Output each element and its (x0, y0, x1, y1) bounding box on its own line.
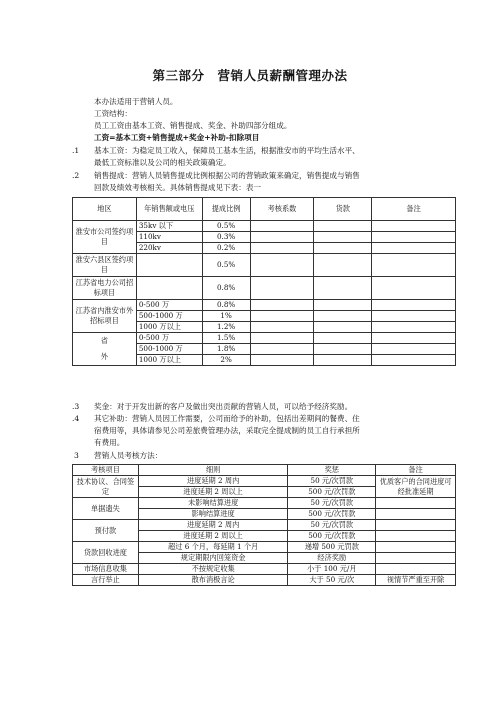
empty-cell (372, 254, 456, 277)
table-row (73, 277, 456, 300)
empty-cell (250, 355, 314, 366)
region-label-bottom: 外 (100, 352, 108, 361)
table-row (73, 564, 456, 575)
rate-cell: 0.8% (202, 300, 250, 311)
empty-cell (250, 300, 314, 311)
reward-cell: 50 元/次罚款 (288, 498, 376, 509)
reward-cell: 大于 50 元/次 (288, 575, 376, 586)
sales-cell: 500-1000 万 (136, 311, 202, 322)
empty-cell (136, 277, 202, 300)
empty-cell (314, 344, 372, 355)
empty-cell (314, 333, 372, 344)
detail-cell: 进度延期 2 周以上 (138, 531, 288, 542)
table-row (73, 498, 456, 509)
table-row (73, 333, 456, 344)
sales-cell: 110kv (136, 232, 202, 243)
sales-cell: 0-500 万 (136, 333, 202, 344)
assessment-table (72, 464, 456, 586)
section-1-line-2: 最低工资标准以及公司的相关政策确定。 (94, 158, 231, 167)
header-sales-voltage: 年销售额或电压 (136, 198, 202, 221)
item-cell: 市场信息收集 (73, 564, 139, 575)
reward-cell: 500 元/次罚款 (288, 487, 376, 498)
empty-cell (372, 300, 456, 311)
empty-cell (376, 553, 456, 564)
detail-cell: 进度延期 2 周内 (138, 520, 288, 531)
empty-cell (372, 232, 456, 243)
section-1-number: .1 (72, 146, 80, 155)
table-row (73, 221, 456, 232)
detail-cell: 超过 6 个月，每延期 1 个月 (138, 542, 288, 553)
section-2-number: .2 (72, 171, 80, 180)
rate-cell: 2% (202, 355, 250, 366)
salary-formula: 工资=基本工资+销售提成+奖金+补助-扣除项目 (94, 133, 260, 142)
section-2-line-1: 销售提成：营销人员销售提成比例根据公司的营销政策来确定，销售提成与销售 (94, 171, 360, 180)
sales-cell: 1000 万以上 (136, 322, 202, 333)
empty-cell (376, 542, 456, 553)
rate-cell: 1.5% (202, 333, 250, 344)
table-row (73, 520, 456, 531)
table-row (73, 300, 456, 311)
region-cell (73, 333, 137, 366)
rate-cell: 1.2% (202, 322, 250, 333)
header-item: 考核项目 (73, 465, 139, 476)
rate-cell: 0.8% (202, 277, 250, 300)
empty-cell (372, 344, 456, 355)
empty-cell (250, 344, 314, 355)
header-detail: 细则 (138, 465, 288, 476)
detail-cell: 不按规定收集 (138, 564, 288, 575)
empty-cell (372, 277, 456, 300)
rate-cell: 0.5% (202, 221, 250, 232)
sales-cell: 0-500 万 (136, 300, 202, 311)
empty-cell (314, 243, 372, 254)
reward-cell: 50 元/次罚款 (288, 520, 376, 531)
reward-cell: 递增 500 元罚款 (288, 542, 376, 553)
detail-cell: 进度延期 2 周内 (138, 476, 288, 487)
empty-cell (250, 232, 314, 243)
region-cell: 江苏省电力公司招标项目 (73, 277, 137, 300)
page-title: 第三部分 营销人员薪酬管理办法 (152, 68, 348, 83)
reward-cell: 500 元/次罚款 (288, 509, 376, 520)
empty-cell (250, 333, 314, 344)
reward-cell: 经济奖励 (288, 553, 376, 564)
sales-cell: 220kv (136, 243, 202, 254)
detail-cell: 规定期限内回笼资金 (138, 553, 288, 564)
table-row (73, 575, 456, 586)
empty-cell (376, 509, 456, 520)
commission-table (72, 197, 456, 366)
section-3-line-1: 奖金：对于开发出新的客户及做出突出贡献的营销人员，可以给予经济奖励。 (94, 402, 353, 411)
empty-cell (372, 355, 456, 366)
empty-cell (372, 333, 456, 344)
empty-cell (376, 531, 456, 542)
table-row (73, 542, 456, 553)
empty-cell (250, 254, 314, 277)
empty-cell (314, 355, 372, 366)
detail-cell: 影响结算进度 (138, 509, 288, 520)
section-1-line-1: 基本工资：为稳定员工收入，保障员工基本生活，根据淮安市的平均生活水平、 (94, 146, 360, 155)
rate-cell: 1.8% (202, 344, 250, 355)
empty-cell (250, 277, 314, 300)
header-payment: 货款 (314, 198, 372, 221)
empty-cell (314, 300, 372, 311)
intro-structure-text: 员工工资由基本工资、销售提成、奖金、补助四部分组成。 (94, 121, 292, 130)
detail-cell: 进度延期 2 周以上 (138, 487, 288, 498)
section-4-line-2: 宿费用等，具体请参见公司差旅费管理办法，采取完全提成制的员工自行承担所 (94, 426, 360, 435)
intro-structure-label: 工资结构： (94, 109, 132, 118)
rate-cell: 1% (202, 311, 250, 322)
reward-cell: 小于 100 元/月 (288, 564, 376, 575)
empty-cell (372, 311, 456, 322)
empty-cell (372, 243, 456, 254)
region-cell: 淮安市公司签约项目 (73, 221, 137, 254)
empty-cell (250, 322, 314, 333)
header-reward-penalty: 奖惩 (288, 465, 376, 476)
remark-cell: 优质客户的合同进度可经批准延期 (376, 476, 456, 498)
empty-cell (314, 221, 372, 232)
header-coefficient: 考核系数 (250, 198, 314, 221)
empty-cell (250, 221, 314, 232)
detail-cell: 散布消极言论 (138, 575, 288, 586)
item-cell: 预付款 (73, 520, 139, 542)
rate-cell: 0.3% (202, 232, 250, 243)
region-label-top: 省 (100, 336, 108, 345)
empty-cell (250, 243, 314, 254)
item-cell: 技术协议、合同签定 (73, 476, 139, 498)
table-row (73, 476, 456, 487)
empty-cell (314, 277, 372, 300)
empty-cell (376, 498, 456, 509)
region-cell: 江苏省内淮安市外招标项目 (73, 300, 137, 333)
region-cell: 淮安六县区签约项目 (73, 254, 137, 277)
header-remark: 备注 (372, 198, 456, 221)
sales-cell: 1000 万以上 (136, 355, 202, 366)
empty-cell (314, 311, 372, 322)
item-cell: 单据遗失 (73, 498, 139, 520)
empty-cell (250, 311, 314, 322)
section-5-number: 3 (74, 451, 79, 460)
empty-cell (314, 232, 372, 243)
section-5-line-1: 营销人员考核方法： (94, 451, 163, 460)
reward-cell: 50 元/次罚款 (288, 476, 376, 487)
empty-cell (372, 322, 456, 333)
section-4-line-3: 有费用。 (94, 438, 125, 447)
table-header-row (73, 465, 456, 476)
table-row (73, 254, 456, 277)
section-4-number: .4 (72, 414, 80, 423)
intro-scope: 本办法适用于营销人员。 (94, 97, 178, 106)
empty-cell (314, 322, 372, 333)
item-cell: 言行举止 (73, 575, 139, 586)
rate-cell: 0.2% (202, 243, 250, 254)
rate-cell: 0.5% (202, 254, 250, 277)
section-3-number: .3 (72, 402, 80, 411)
detail-cell: 未影响结算进度 (138, 498, 288, 509)
empty-cell (136, 254, 202, 277)
header-region: 地区 (73, 198, 137, 221)
empty-cell (376, 520, 456, 531)
sales-cell: 35kv 以下 (136, 221, 202, 232)
empty-cell (372, 221, 456, 232)
empty-cell (376, 564, 456, 575)
reward-cell: 500 元/次罚款 (288, 531, 376, 542)
section-4-line-1: 其它补助：营销人员因工作需要，公司而给予的补助，包括出差期间的餐费、住 (94, 414, 360, 423)
header-rate: 提成比例 (202, 198, 250, 221)
sales-cell: 500-1000 万 (136, 344, 202, 355)
table-header-row (73, 198, 456, 221)
item-cell: 货款回收进度 (73, 542, 139, 564)
empty-cell (314, 254, 372, 277)
section-2-line-2: 回款及绩效考核相关。具体销售提成见下表：表一 (94, 183, 262, 192)
header-remark: 备注 (376, 465, 456, 476)
remark-cell: 视情节严重至开除 (376, 575, 456, 586)
